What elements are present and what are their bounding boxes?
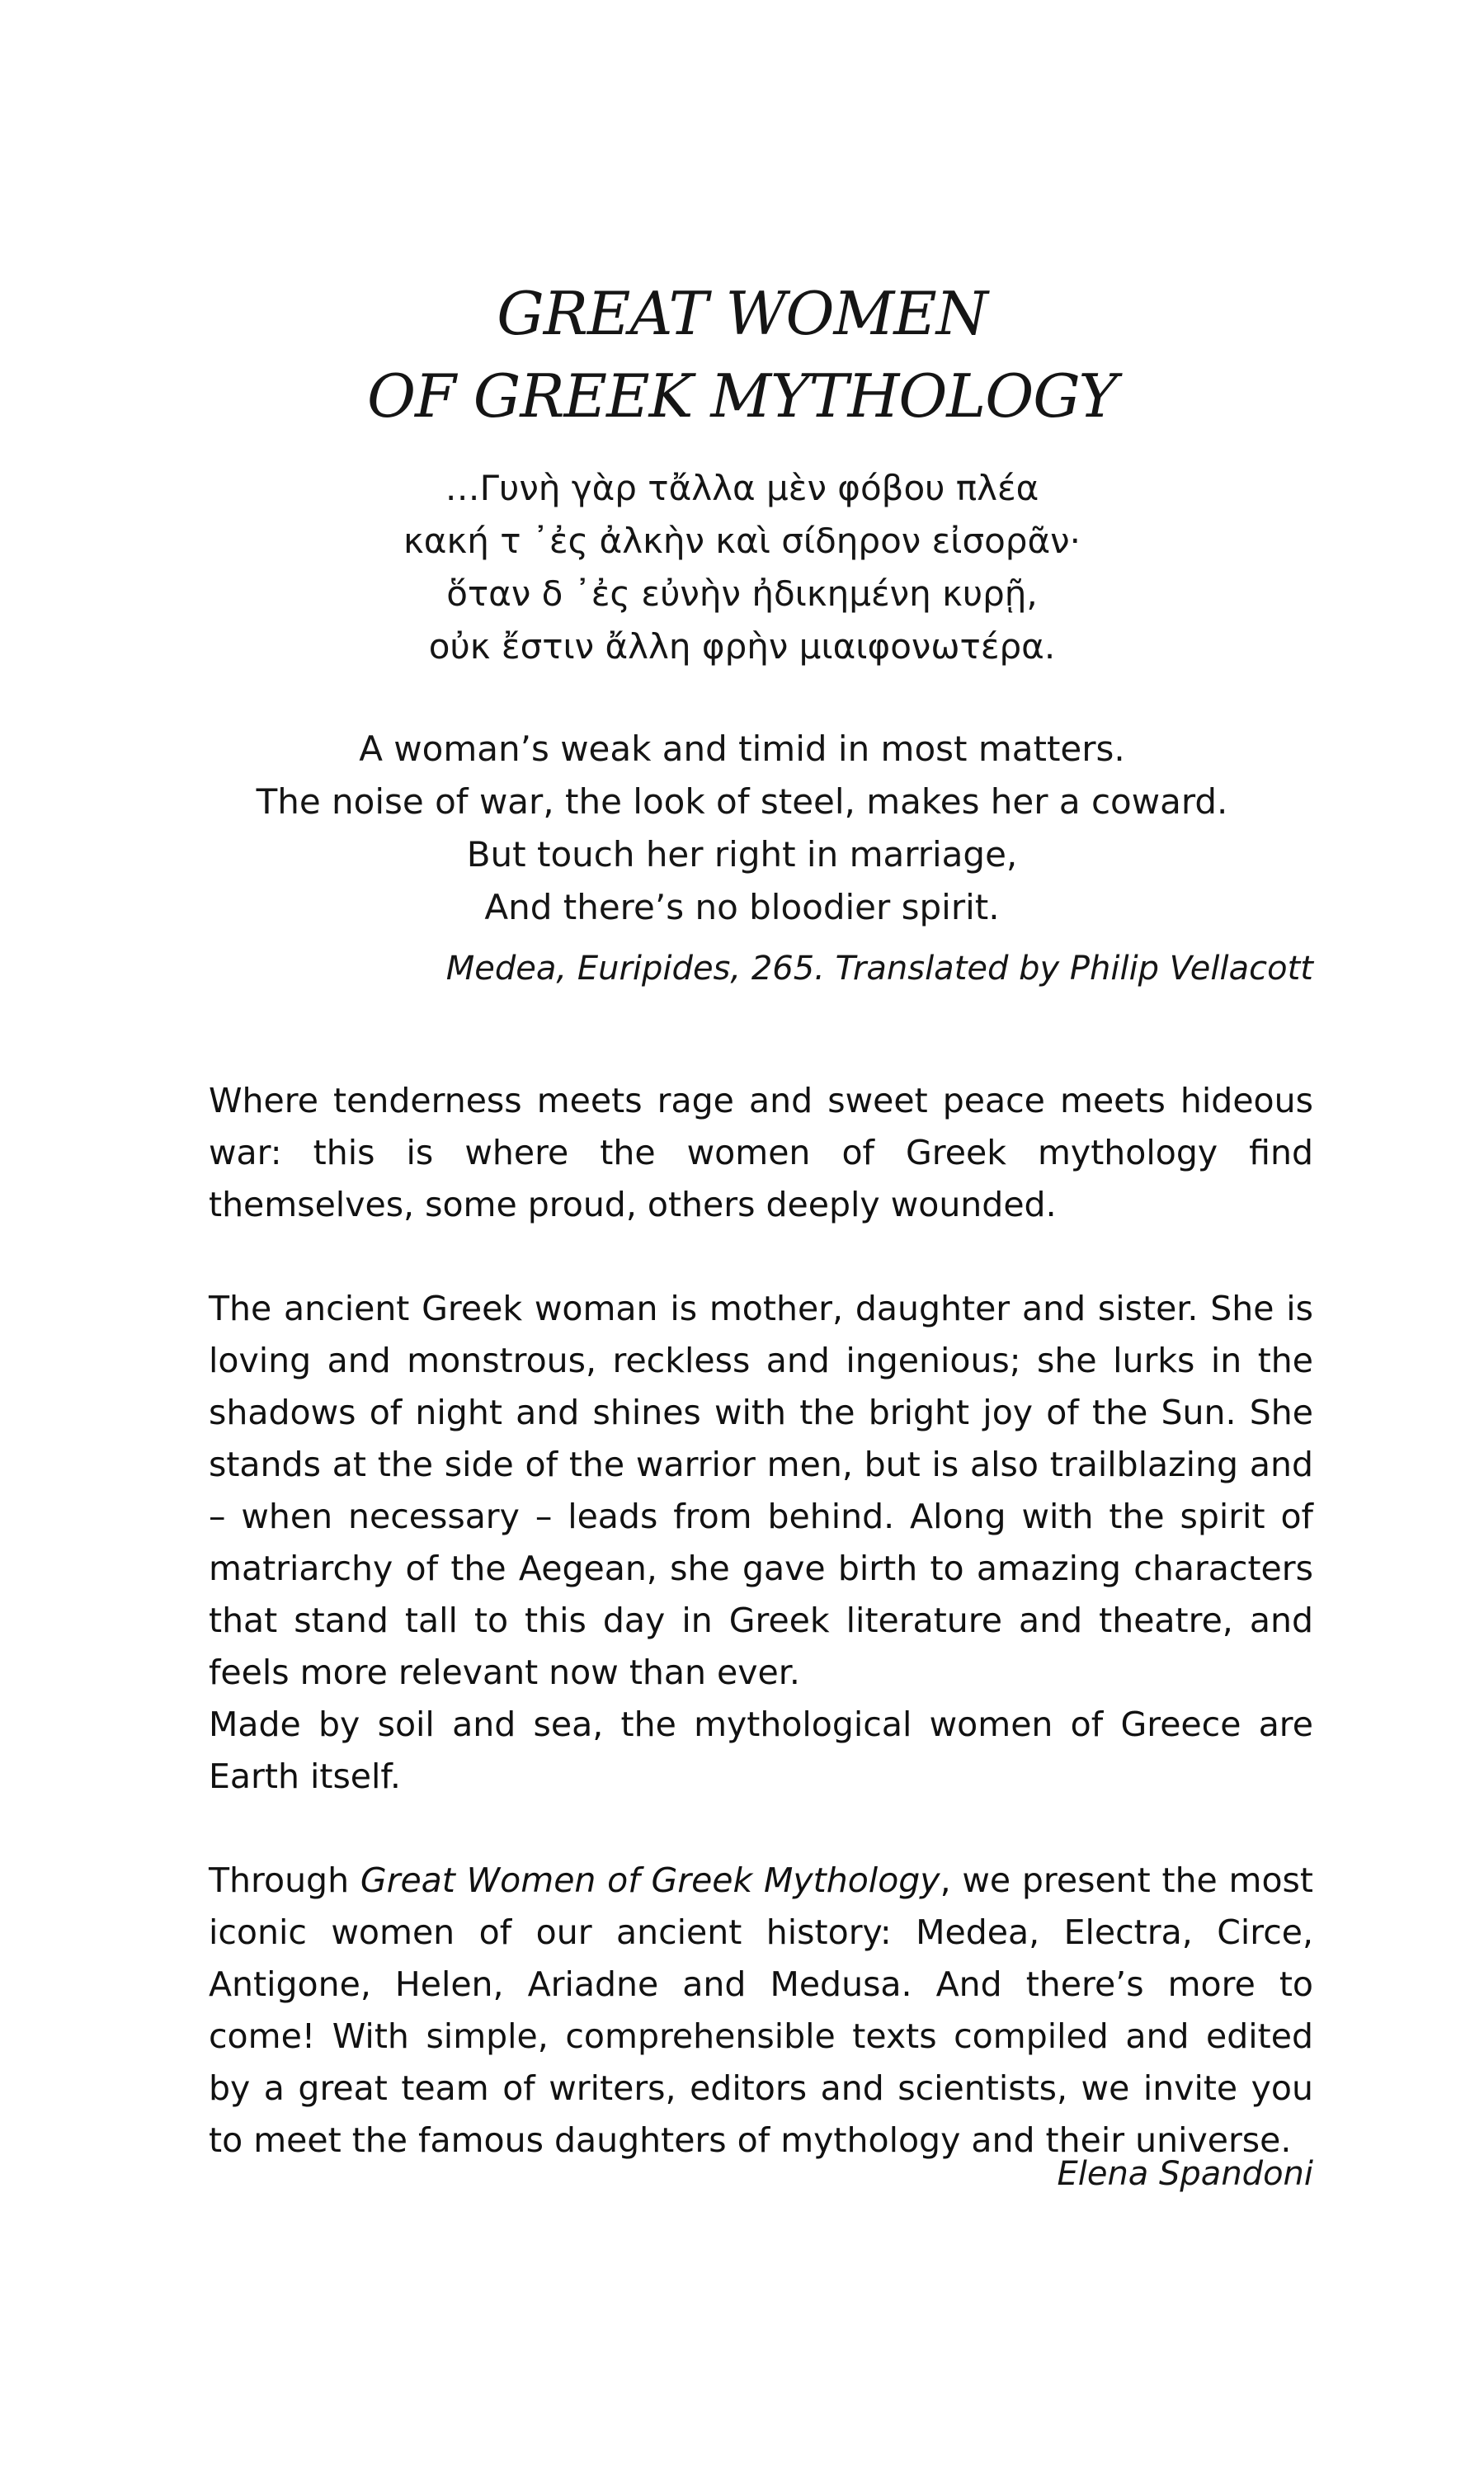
paragraph-4-suffix: , we present the most iconic women of our ancient history: Medea, Electra, Circe, Antigone, Helen, Ariadne and Medusa. And there’s more to come! With simple, comprehensible texts compiled and edited by a great team of writers, editors and scientists, we invite you to meet the famous daughters of mythology and their universe. bbox=[209, 1860, 1313, 2160]
paragraph-1: Where tenderness meets rage and sweet peace meets hideous war: this is where the women of Greek mythology find themselves, some proud, others deeply wounded. bbox=[209, 1081, 1313, 1224]
page-title-line-1: GREAT WOMEN bbox=[497, 279, 987, 348]
english-quote bbox=[0, 723, 1484, 934]
paragraph-2: The ancient Greek woman is mother, daughter and sister. She is loving and monstrous, reckless and ingenious; she lurks in the shadows of night and shines with the bright joy of the Sun. She stands at the side of the warrior men, but is also trailblazing and – when necessary – leads from behind. Along with the spirit of matriarchy of the Aegean, she gave birth to amazing characters that stand tall to this day in Greek literature and theatre, and feels more relevant now than ever. bbox=[209, 1289, 1313, 1692]
book-title-italic: Great Women of Greek Mythology bbox=[360, 1860, 940, 1900]
author-signature: Elena Spandoni bbox=[1057, 2155, 1313, 2193]
english-quote-line-4: And there’s no bloodier spirit. bbox=[484, 887, 1000, 927]
english-quote-line-2: The noise of war, the look of steel, makes her a coward. bbox=[256, 781, 1228, 822]
page-title-line-2: OF GREEK MYTHOLOGY bbox=[366, 361, 1118, 431]
english-quote-line-1: A woman’s weak and timid in most matters. bbox=[359, 729, 1125, 769]
greek-quote-line-3: ὅταν δ ᾿ἐς εὐνὴν ἠδικημένη κυρῇ, bbox=[446, 573, 1038, 614]
paragraph-4 bbox=[209, 1855, 1313, 2167]
paragraph-4-prefix: Through bbox=[209, 1860, 360, 1900]
paragraph-3: Made by soil and sea, the mythological women of Greece are Earth itself. bbox=[209, 1705, 1313, 1796]
quote-citation: Medea, Euripides, 265. Translated by Philip Vellacott bbox=[445, 950, 1313, 988]
greek-quote-line-2: κακή τ ᾿ἐς ἀλκὴν καὶ σίδηρον εἰσορᾶν· bbox=[403, 521, 1081, 561]
greek-quote-line-1: …Γυνὴ γὰρ τἄλλα μὲν φόβου πλέα bbox=[445, 468, 1039, 508]
page-title bbox=[0, 272, 1484, 437]
english-quote-line-3: But touch her right in marriage, bbox=[466, 834, 1018, 875]
greek-quote bbox=[0, 462, 1484, 673]
greek-quote-line-4: οὐκ ἔστιν ἄλλη φρὴν μιαιφονωτέρα. bbox=[428, 626, 1056, 667]
